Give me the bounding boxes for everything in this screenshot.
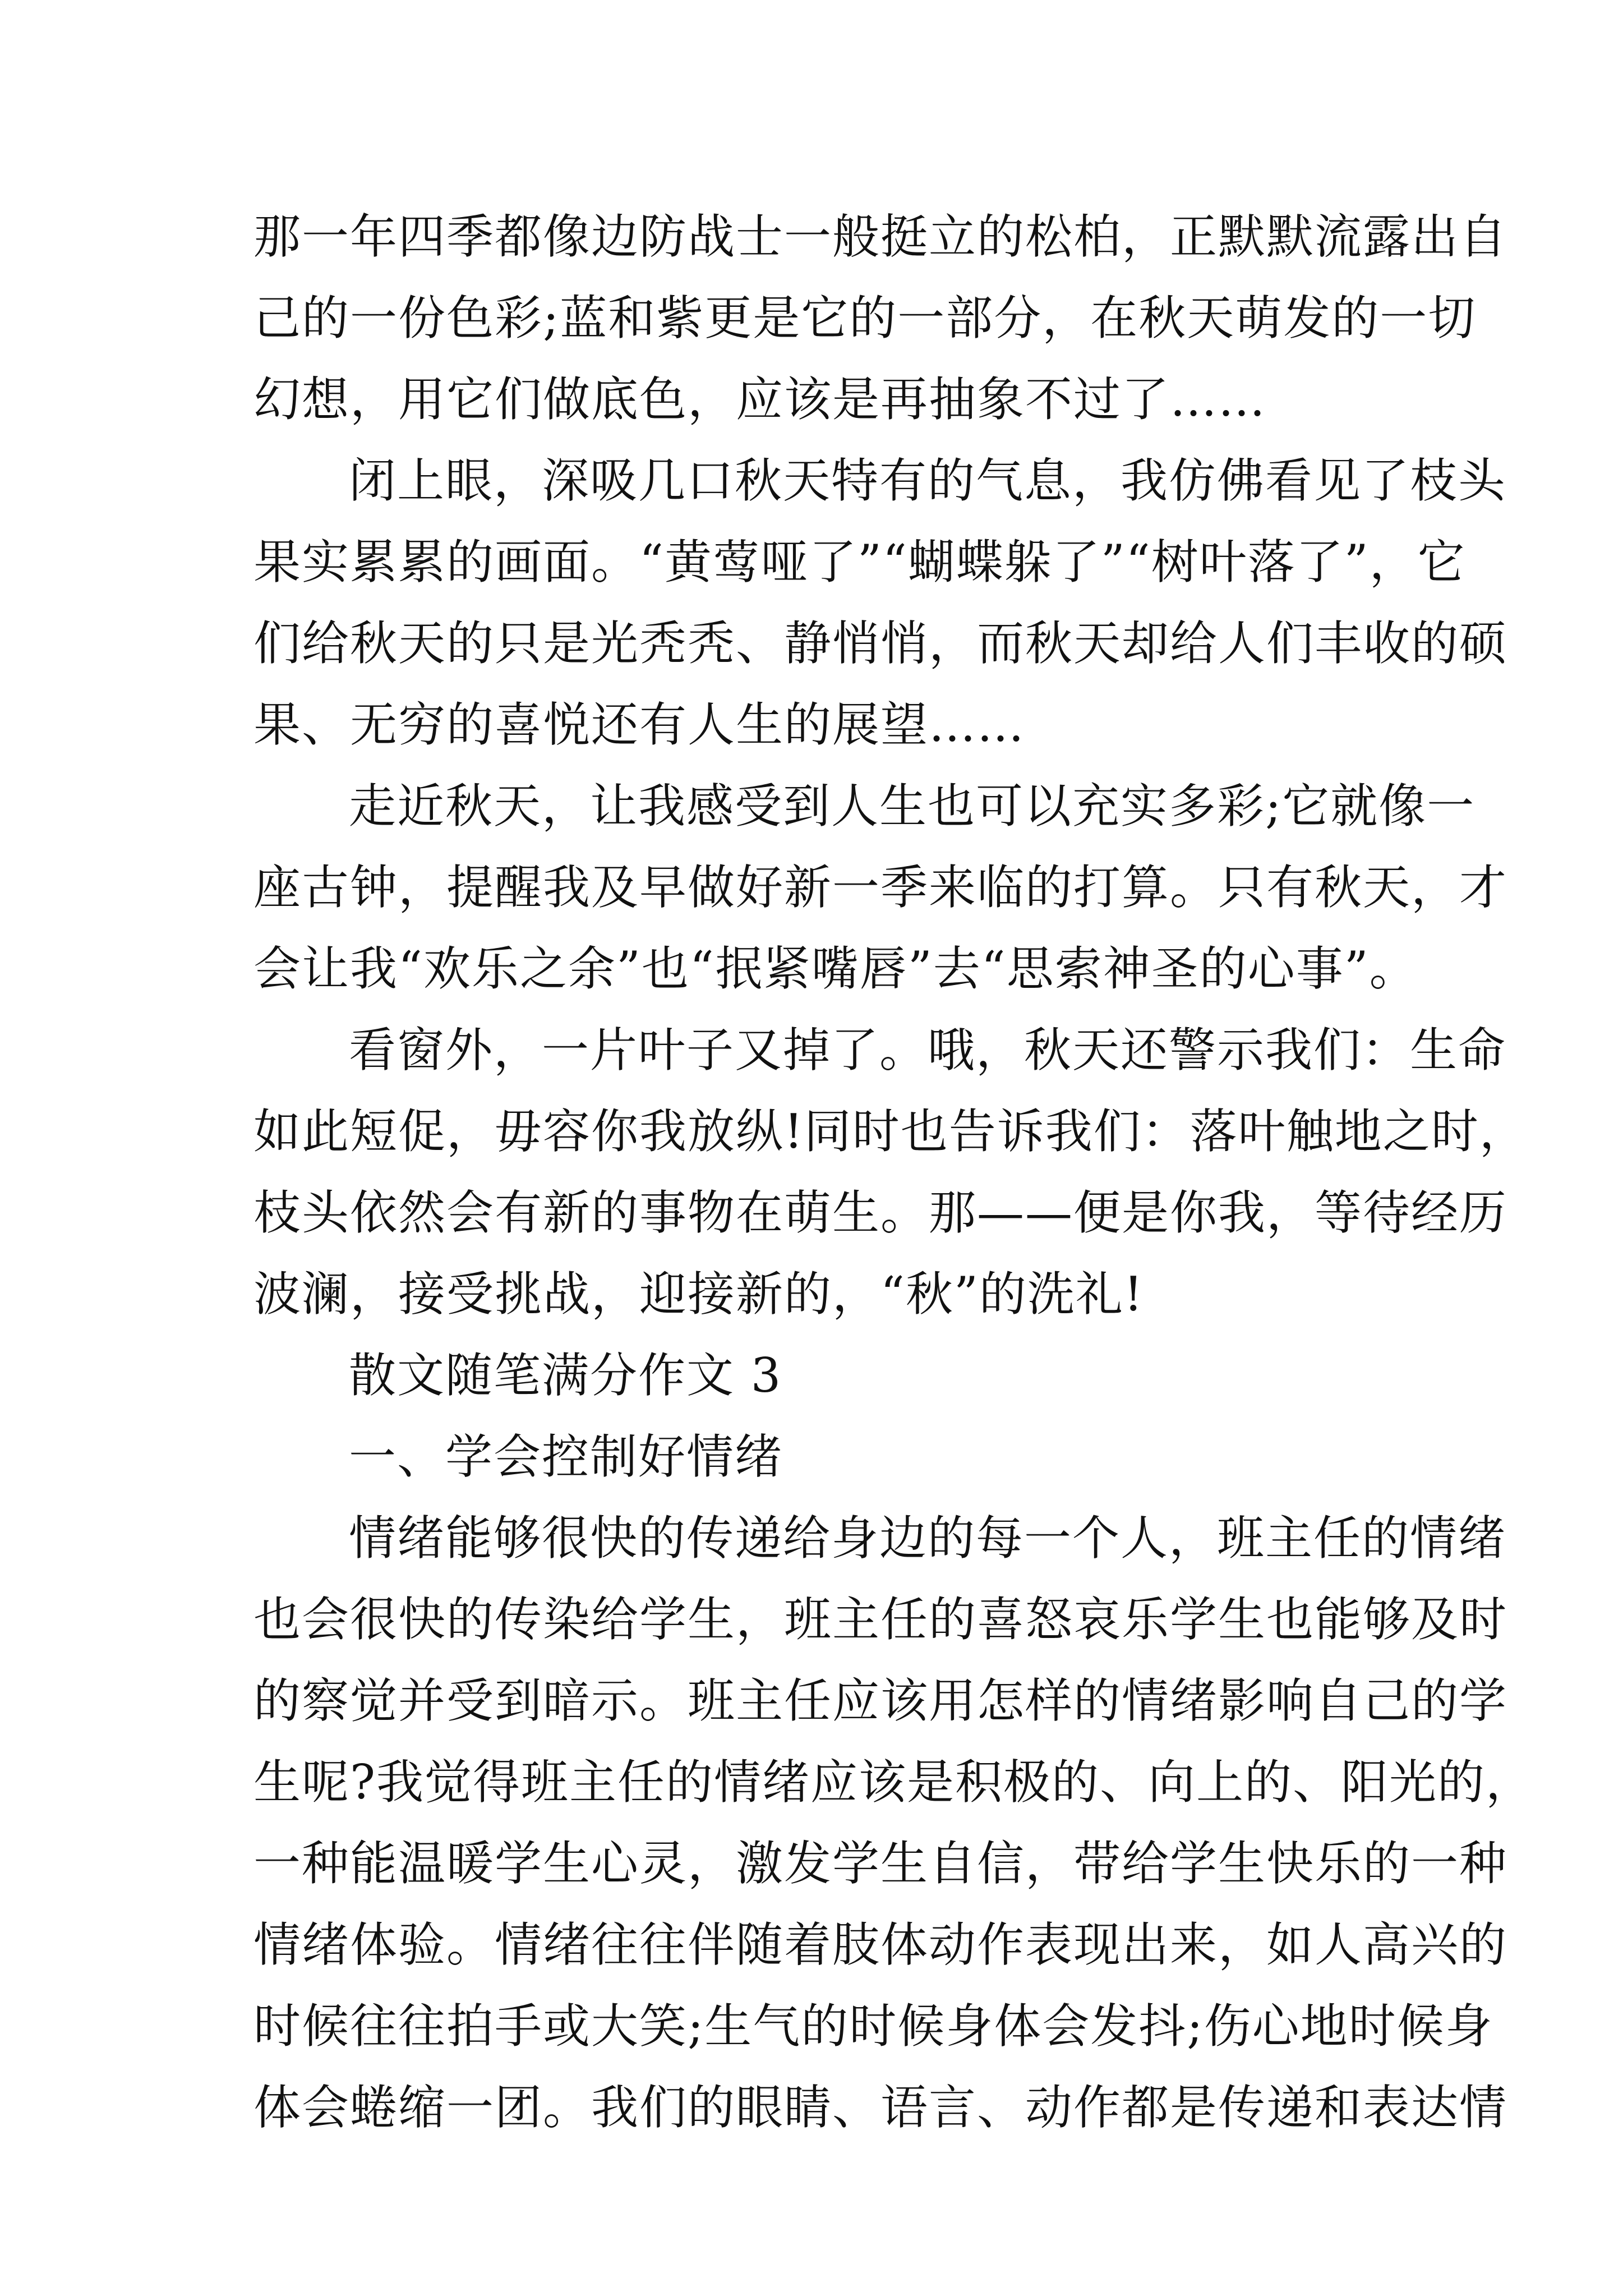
text-line: 体会蜷缩一团。我们的眼睛、语言、动作都是传递和表达情	[253, 2080, 1508, 2135]
text-line: 闭上眼，深吸几口秋天特有的气息，我仿佛看见了枝头	[349, 453, 1507, 508]
text-line: 己的一份色彩;蓝和紫更是它的一部分，在秋天萌发的一切	[253, 291, 1477, 346]
text-line: 幻想，用它们做底色，应该是再抽象不过了……	[253, 372, 1267, 427]
text-line: 情绪能够很快的传递给身边的每一个人，班主任的情绪	[349, 1511, 1507, 1566]
text-line: 果、无穷的喜悦还有人生的展望……	[253, 697, 1026, 752]
text-line: 时候往往拍手或大笑;生气的时候身体会发抖;伤心地时候身	[253, 1999, 1493, 2054]
text-line: 座古钟，提醒我及早做好新一季来临的打算。只有秋天，才	[253, 860, 1508, 915]
text-line: 情绪体验。情绪往往伴随着肢体动作表现出来，如人高兴的	[253, 1917, 1508, 1972]
text-line: 那一年四季都像边防战士一般挺立的松柏，正默默流露出自	[253, 209, 1508, 264]
text-line: 一种能温暖学生心灵，激发学生自信，带给学生快乐的一种	[253, 1836, 1508, 1891]
document-body	[253, 196, 1534, 2148]
text-line: 看窗外，一片叶子又掉了。哦，秋天还警示我们：生命	[349, 1023, 1507, 1078]
text-line: 走近秋天，让我感受到人生也可以充实多彩;它就像一	[349, 779, 1476, 834]
text-line: 果实累累的画面。“黄莺哑了”“蝴蝶躲了”“树叶落了”，它	[253, 535, 1466, 590]
text-line: 生呢?我觉得班主任的情绪应该是积极的、向上的、阳光的，	[253, 1755, 1534, 1810]
subsection-heading: 一、学会控制好情绪	[349, 1429, 783, 1484]
text-line: 们给秋天的只是光秃秃、静悄悄，而秋天却给人们丰收的硕	[253, 616, 1508, 671]
text-line: 波澜，接受挑战，迎接新的，“秋”的洗礼!	[253, 1267, 1144, 1322]
text-line: 的察觉并受到暗示。班主任应该用怎样的情绪影响自己的学	[253, 1673, 1508, 1728]
text-line: 也会很快的传染给学生，班主任的喜怒哀乐学生也能够及时	[253, 1592, 1508, 1647]
text-line: 会让我“欢乐之余”也“抿紧嘴唇”去“思索神圣的心事”。	[253, 941, 1418, 996]
text-line: 如此短促，毋容你我放纵!同时也告诉我们：落叶触地之时，	[253, 1104, 1528, 1159]
text-line: 枝头依然会有新的事物在萌生。那——便是你我，等待经历	[253, 1185, 1508, 1240]
section-heading: 散文随笔满分作文 3	[349, 1348, 782, 1403]
